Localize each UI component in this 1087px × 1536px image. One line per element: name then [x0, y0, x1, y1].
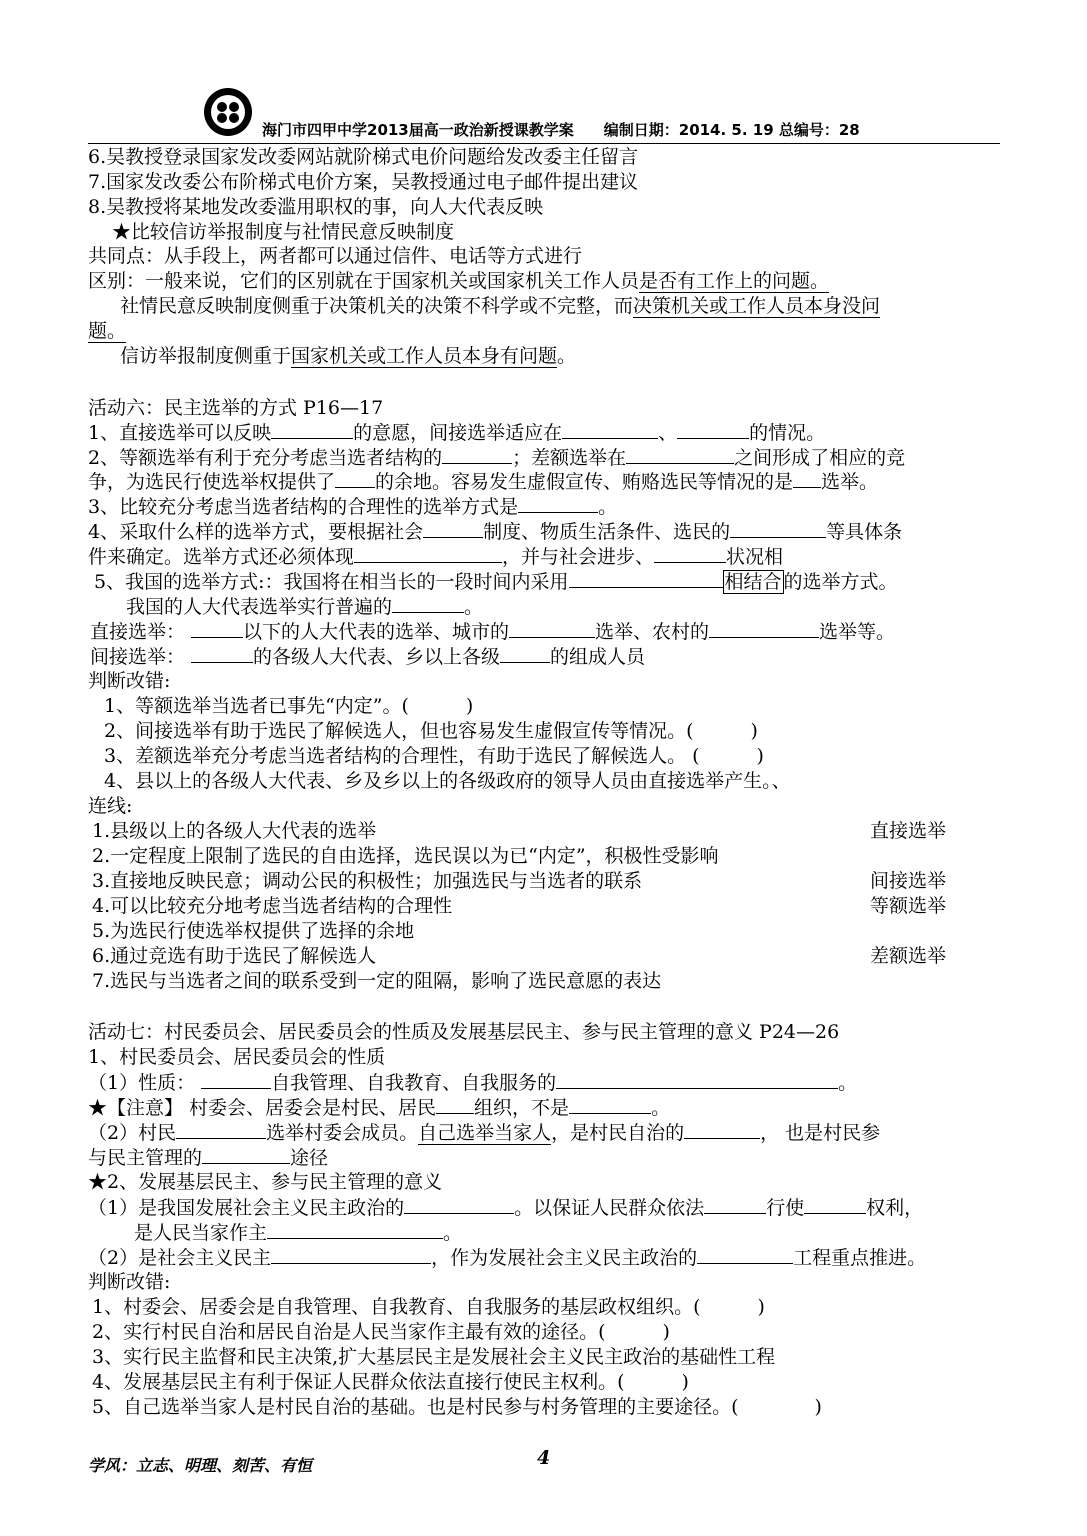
q5: 5、我国的选举方式:：我国将在相当长的一段时间内采用 相结合 的选举方式。 [94, 571, 898, 593]
judge2-1: 1、村委会、居委会是自我管理、自我教育、自我服务的基层政权组织。( ) [92, 1296, 765, 1318]
judge2-5: 5、自己选举当家人是村民自治的基础。也是村民参与村务管理的主要途径。( ) [92, 1396, 822, 1418]
match-right-competitive: 差额选举 [870, 945, 947, 967]
judge-2: 2、间接选举有助于选民了解候选人，但也容易发生虚假宣传等情况。( ) [104, 720, 758, 742]
s-villagers-cont: 与民主管理的 途径 [88, 1147, 329, 1169]
difference-line: 区别：一般来说，它们的区别就在于国家机关或国家机关工作人员是否有工作上的问题。 [88, 270, 830, 292]
s1: 1、村民委员会、居民委员会的性质 [88, 1046, 386, 1068]
judge-heading-2: 判断改错: [88, 1271, 171, 1293]
page-header: 海门市四甲中学2013届高一政治新授课教学案 编制日期：2014. 5. 19 总编号：28 [262, 121, 860, 139]
judge-3: 3、差额选举充分考虑当选者结构的合理性，有助于选民了解候选人。 ( ) [104, 745, 764, 767]
s-meaning-1-cont: 是人民当家作主 。 [134, 1222, 463, 1244]
activity-six-title: 活动六：民主选举的方式 P16—17 [88, 397, 384, 419]
item-8: 8.吴教授将某地发改委滥用职权的事，向人大代表反映 [88, 196, 544, 218]
direct-election-line: 直接选举： 以下的人大代表的选举、城市的 选举、农村的 选举等。 [90, 621, 896, 643]
judge-4: 4、县以上的各级人大代表、乡及乡以上的各级政府的领导人员由直接选举产生。、 [104, 770, 791, 792]
common-point: 共同点：从手段上，两者都可以通过信件、电话等方式进行 [88, 245, 583, 267]
judge2-4: 4、发展基层民主有利于保证人民群众依法直接行使民主权利。( ) [92, 1371, 689, 1393]
header-rule [88, 143, 1000, 144]
indirect-election-line: 间接选举： 的各级人大代表、乡以上各级 的组成人员 [90, 646, 646, 668]
match-heading: 连线: [88, 795, 133, 817]
match-right-indirect: 间接选举 [870, 870, 947, 892]
s-meaning-heading: ★2、发展基层民主、参与民主管理的意义 [88, 1171, 443, 1193]
q2-cont: 争，为选民行使选举权提供了 的余地。容易发生虚假宣传、贿赂选民等情况的是 选举。 [88, 471, 879, 493]
s-nature: （1）性质： 自我管理、自我教育、自我服务的 。 [88, 1072, 858, 1094]
match-left-6: 6.通过竞选有助于选民了解候选人 [92, 945, 377, 967]
q2: 2、等额选举有利于充分考虑当选者结构的 ；差额选举在 之间形成了相应的竞 [88, 447, 906, 469]
match-right-equal: 等额选举 [870, 895, 947, 917]
q4: 4、采取什么样的选举方式，要根据社会 制度、物质生活条件、选民的 等具体条 [88, 521, 903, 543]
judge-heading: 判断改错: [88, 670, 171, 692]
match-right-direct: 直接选举 [870, 820, 947, 842]
page-number: 4 [537, 1447, 551, 1469]
item-7: 7.国家发改委公布阶梯式电价方案，吴教授通过电子邮件提出建议 [88, 171, 639, 193]
s-villagers: （2）村民 选举村委会成员。自己选举当家人，是村民自治的 ， 也是村民参 [88, 1122, 881, 1144]
s-meaning-2: （2）是社会主义民主 ，作为发展社会主义民主政治的 工程重点推进。 [88, 1247, 927, 1269]
q4-cont: 件来确定。选举方式还必须体现 ，并与社会进步、 状况相 [88, 546, 784, 568]
q5-cont: 我国的人大代表选举实行普遍的 。 [126, 596, 484, 618]
q1: 1、直接选举可以反映 的意愿，间接选举适应在 、 的情况。 [88, 422, 826, 444]
judge2-3: 3、实行民主监督和民主决策,扩大基层民主是发展社会主义民主政治的基础性工程 [92, 1346, 776, 1368]
activity-seven-title: 活动七：村民委员会、居民委员会的性质及发展基层民主、参与民主管理的意义 P24—26 [88, 1021, 840, 1043]
match-left-3: 3.直接地反映民意；调动公民的积极性；加强选民与当选者的联系 [92, 870, 643, 892]
q3: 3、比较充分考虑当选者结构的合理性的选举方式是 。 [88, 496, 618, 518]
judge2-2: 2、实行村民自治和居民自治是人民当家作主最有效的途径。( ) [92, 1321, 670, 1343]
social-opinion-line-cont: 题。 [88, 320, 127, 342]
petition-line: 信访举报制度侧重于国家机关或工作人员本身有问题。 [120, 345, 577, 367]
social-opinion-line: 社情民意反映制度侧重于决策机关的决策不科学或不完整，而决策机关或工作人员本身没问 [120, 295, 881, 317]
match-left-2: 2.一定程度上限制了选民的自由选择，选民误以为已“内定”，积极性受影响 [92, 845, 719, 867]
match-left-1: 1.县级以上的各级人大代表的选举 [92, 820, 377, 842]
judge-1: 1、等额选举当选者已事先“内定”。( ) [104, 695, 474, 717]
match-left-7: 7.选民与当选者之间的联系受到一定的阻隔，影响了选民意愿的表达 [92, 970, 662, 992]
school-logo [203, 87, 253, 137]
school-motto: 学风：立志、明理、刻苦、有恒 [88, 1456, 313, 1475]
match-left-5: 5.为选民行使选举权提供了选择的余地 [92, 920, 415, 942]
compare-heading: ★比较信访举报制度与社情民意反映制度 [112, 221, 455, 243]
item-6: 6.吴教授登录国家发改委网站就阶梯式电价问题给发改委主任留言 [88, 146, 639, 168]
match-left-4: 4.可以比较充分地考虑当选者结构的合理性 [92, 895, 453, 917]
s-meaning-1: （1）是我国发展社会主义民主政治的 。以保证人民群众依法 行使 权利， [88, 1197, 924, 1219]
s-note: ★【注意】 村委会、居委会是村民、居民 组织，不是 。 [88, 1097, 671, 1119]
